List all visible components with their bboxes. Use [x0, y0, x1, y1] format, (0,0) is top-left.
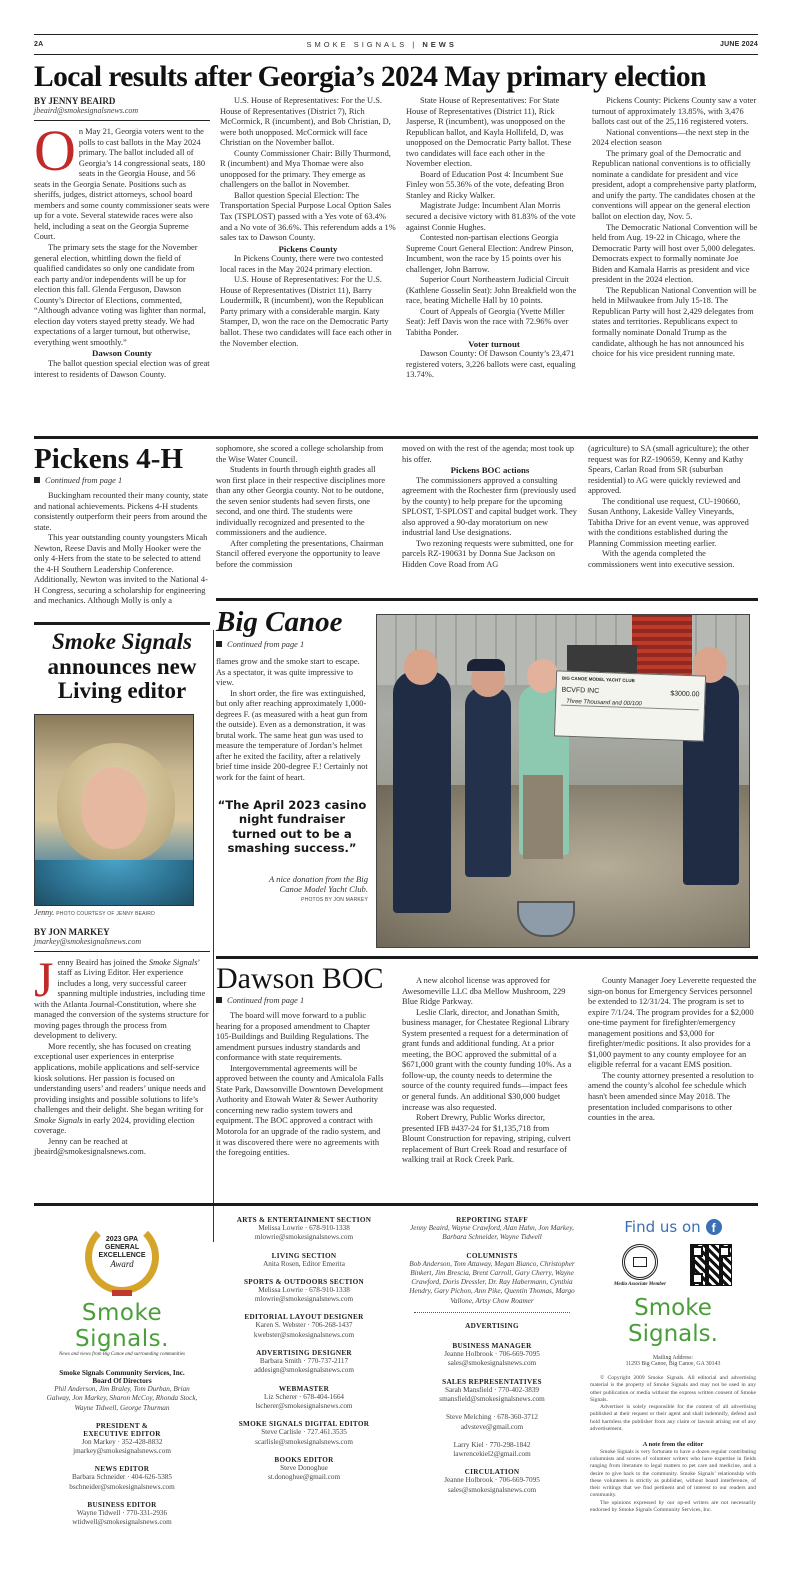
staff-email[interactable]: mlowrie@smokesignalsnews.com — [254, 1233, 354, 1242]
paragraph: Magistrate Judge: Incumbent Alan Morris secured a decisive victory with 81.83% of the vote against Connie Hughes. — [406, 201, 576, 232]
staff-line: Steve Donoghue — [280, 1463, 328, 1472]
masthead-col-2 — [216, 1210, 392, 1482]
cap — [467, 659, 505, 671]
paragraph: Robert Drewry, Public Works director, presented IFB #437-24 for $1,135,718 from Blount Construction for repaving, striping, culvert replacement of Burt Creek Road and resurface of walking trail at Rock Creek Park. — [402, 1113, 571, 1165]
firefighter-2 — [465, 687, 511, 877]
award-text — [85, 1236, 159, 1268]
photo-caption: A nice donation from the Big Canoe Model Yacht Club. — [268, 873, 368, 895]
paragraph: Ballot question Special Election: The Transportation Special Purpose Local Option Sales Tax (TSPLOST) passed with a Yes vote of 63.4% and a No vote of 36.6%. This referendum adds a 1% sales tax to Dawson County. — [220, 190, 396, 243]
staff-email[interactable]: smansfield@smokesignalsnews.com — [439, 1394, 545, 1403]
paragraph: The commissioners approved a consulting agreement with the Rochester firm (previously used by the county) to help prepare for the upcoming SPLOST, T-SPLOST and capital budget work. They also approved a 90-day moratorium on new industrial land Use designations. — [402, 475, 577, 538]
staff-title: EDITORIAL LAYOUT DESIGNER — [244, 1313, 364, 1322]
pickens-4h-title: Pickens 4-H — [34, 443, 184, 475]
section-divider — [216, 956, 758, 959]
paragraph: Leslie Clark, director, and Jonathan Smith, business manager, for Chestatee Regional Library System presented a request for a determination of grant funds and additional funding. At a prior meeting, the BOC approved the submittal of a $671,000 grant with the county funding 10%. As a follow-up, the county needs to determine the source of the county required funds—impact fees or general funds. An additional $30,000 budget increase was also requested. — [402, 1007, 572, 1112]
editor-photo — [34, 714, 194, 906]
staff-title: SPORTS & OUTDOORS SECTION — [243, 1277, 365, 1286]
paragraph: The primary goal of the Democratic and Republican national conventions is to officially nominate a candidate for president and vice president, adopt a comprehensive party platform, and unify the party. The candidates chosen at the conventions will appear on the general election ballot on election day, Nov. 5. — [592, 148, 757, 222]
subhead-pickens: Pickens County — [278, 243, 338, 254]
staff-line: Barbara Smith · 770-737-2117 — [259, 1357, 349, 1366]
copyright: © Copyright 2009 Smoke Signals. All editorial and advertising material is the property of Smoke Signals and may not be used in any other publication or media without the express written consent of Smoke Signals. — [590, 1375, 756, 1403]
election-col-4 — [592, 96, 758, 360]
paragraph: The Republican National Convention will be held in Milwaukee from July 15-18. The Republican Party will host 2,429 delegates from states and territories. Republicans expect to formally nominate Donald Trump as the candidate, although he has not announced his choice for his vice president running mate. — [592, 285, 757, 359]
masthead-col-4 — [588, 1210, 758, 1514]
tagline: News and views from Big Canoe and surrounding communities — [58, 1352, 185, 1357]
staff-title: ADVERTISING DESIGNER — [256, 1349, 352, 1358]
election-col-3 — [406, 96, 582, 381]
staff-email[interactable]: mlowrie@smokesignalsnews.com — [254, 1295, 354, 1304]
khaki-pants — [523, 775, 563, 859]
paragraph: The county attorney presented a resolution to amend the county’s alcohol fee schedule which hasn't been amended since May 2018. The presentation included comparisons to other counties in the area. — [588, 1070, 754, 1123]
byline-email[interactable]: jmarkey@smokesignalsnews.com — [34, 937, 210, 952]
photo-credit: PHOTO COURTESY OF JENNY BEAIRD — [56, 910, 155, 917]
paragraph: County Manager Joey Leverette requested the sign-on bonus for Emergency Services personnel be extended to 12/31/24. The program is set to expire 7/1/24. The program provides for a $2,000 one-time payment for firefighter/emergency management positions and $3,000 for firefighter/medic positions. It also provides for a $1,000 payment to any county employee for an eligible referral for a vacant EMS position. — [588, 976, 757, 1070]
paragraph: In Pickens County, there were two contested local races in the May 2024 primary election. — [220, 254, 384, 274]
paragraph: The ballot question special election was of great interest to residents of Dawson County. — [34, 359, 210, 379]
staff-email[interactable]: lscherer@smokesignalsnews.com — [255, 1401, 353, 1410]
head-1 — [404, 649, 438, 685]
staff-line: Larry Kiel · 770-298-1842 — [453, 1440, 531, 1449]
paragraph: State House of Representatives: For State House of Representatives (District 11), Rick Jasperse, R (incumbent), was unopposed on the Republican ballot, and Kayla Hollifeld, D, was unopposed on the Democratic Party ballot. These two candidates will face each other in the November election. — [406, 96, 572, 169]
continued-note — [34, 476, 210, 485]
editor-note: Smoke Signals is very fortunate to have a dozen regular contributing columnists and scores of volunteer writers who have expertise in fields ranging from literature to legal matters to pet care and medicine, and a desire to give back to the community. Smoke Signals’ relationship with these volunteers is strictly as publisher, without board interference, of their writings that we find pertinent and of interest to our readers and community. — [590, 1448, 756, 1499]
staff-line: Barbara Schneider · 404-626-5385 — [72, 1473, 172, 1482]
gpa-badge — [614, 1244, 666, 1287]
square-bullet-icon — [216, 997, 222, 1003]
paragraph: (agriculture) to SA (small agriculture); the other request was for RZ-190659, Kenny and Kathy Spears, Carlan Road from SR (suburban residential) to AG were quickly reviewed and approved. — [588, 444, 749, 496]
divider: | — [412, 40, 418, 49]
section-divider — [34, 622, 210, 625]
election-col-2 — [220, 96, 396, 349]
title-rest: announces new Living editor — [47, 653, 197, 703]
byline-email[interactable]: jbeaird@smokesignalsnews.com — [34, 106, 210, 121]
paragraph: Intergovernmental agreements will be approved between the county and Amicalola Falls State Park, Dawsonville Downtown Development Authority and Etowah Water & Sewer Authority concerning new radio system towers and equipment. The BOC approved a contract with Motorola for an upgrade of the radio system, and it was discovered there were no agreements with the foregoing entities. — [216, 1063, 384, 1158]
staff-line: Sarah Mansfield · 770-402-3839 — [444, 1385, 540, 1394]
big-canoe-title: Big Canoe — [216, 606, 343, 638]
staff-title: PRESIDENT & EXECUTIVE EDITOR — [83, 1421, 161, 1438]
staff-email[interactable]: sales@smokesignalsnews.com — [447, 1359, 537, 1368]
logo: Smoke Signals. — [75, 1300, 169, 1352]
staff-title: LIVING SECTION — [271, 1251, 337, 1260]
donation-photo — [376, 614, 750, 948]
award-badge — [85, 1220, 159, 1300]
section-divider — [34, 436, 758, 439]
staff-line: Jeanne Holbrook · 706-669-7095 — [444, 1350, 540, 1359]
paragraph: flames grow and the smoke start to escape. As a spectator, it was quite impressive to view. — [216, 657, 360, 688]
staff-title: SALES REPRESENTATIVES — [442, 1377, 542, 1386]
seal-building-icon — [633, 1257, 647, 1267]
newspaper-page — [34, 34, 758, 1527]
paragraph: U.S. House of Representatives: For the U.S. House of Representatives (District 7), Rich McCormick, R (incumbent), and Bob Christian, D, were both unopposed. McCormick will face Christian on the November ballot. — [220, 96, 391, 148]
paragraph: n May 21, Georgia voters went to the polls to cast ballots in the May 2024 primary. The ballot included all of Georgia’s 14 congressional seats, 180 seats in the Georgia House, and 56 seats in the Georgia Senate. Positions such as sheriffs, judges, district attorneys, school board members and some county commissioner seats were up for a vote. Several statewide races were also held, including a seat on the Georgia Supreme Court. — [34, 127, 210, 242]
staff-line: Steve Carlisle · 727.461.3535 — [261, 1428, 347, 1437]
text: in early 2024, providing election coverage. — [34, 1115, 195, 1136]
qr-finder — [692, 1273, 703, 1284]
staff-title: BUSINESS MANAGER — [452, 1342, 532, 1351]
title-italic: Smoke Signals — [52, 629, 192, 654]
staff-email[interactable]: wtidwell@smokesignalsnews.com — [72, 1518, 172, 1527]
paragraph: Court of Appeals of Georgia (Yvette Miller Seat): Jeff Davis won the race with 72.96% over Tabitha Ponder. — [406, 306, 569, 338]
text: ’ staff as Living Editor. Her experience includes a long, very successful career spanning multiple industries, including time with the Atlanta Journal-Constitution, where she managed the conversion of the systems structure for moving pages through the process from development to delivery. — [34, 957, 209, 1041]
masthead-col-3 — [404, 1210, 580, 1495]
dawson-boc-article — [216, 964, 758, 1224]
living-editor-article — [34, 630, 210, 1158]
paragraph: The conditional use request, CU-190660, Susan Anthony, Lakeside Valley Vineyards, Tabitha Drive for an event venue, was approved with the conditions established during the Planning Commission meeting earlier. — [588, 496, 749, 548]
drop-cap: O — [34, 118, 76, 183]
text: enny Beaird has joined the — [57, 957, 149, 967]
caption-text: Jenny. — [34, 907, 55, 917]
columnists-list: Bob Anderson, Tom Attaway, Megan Bianco, Christopher Binkert, Jim Brescia, Brent Carroll, Gary Cherry, Wayne Crawford, Doris Dressler, Dr. Ray Habermann, Cynthia Hendry, Gary Pichon, Ann Pike, Quentin Thomas, Margo Vallone, Artsy Chow Roamer — [409, 1259, 575, 1305]
subhead-turnout: Voter turnout — [468, 338, 520, 349]
column-rule — [213, 630, 214, 1242]
award-line: 2023 GPA — [105, 1236, 139, 1243]
paragraph: The Democratic National Convention will be held from Aug. 19-22 in Chicago, where the Democratic Party will host over 5,000 delegates. Democrats expect to formally nominate Joe Biden and Kamala Harris as president and vice president in the 2024 election. — [592, 222, 758, 285]
continued-text: Continued from page 1 — [227, 640, 305, 649]
paragraph: Superior Court Northeastern Judicial Circuit (Kathlene Gosselin Seat): John Breakfield won the race, beating Michelle Hall by 10 points. — [406, 275, 577, 306]
subhead-boc: Pickens BOC actions — [450, 465, 530, 476]
advertiser-notice: Advertiser is solely responsible for the content of all advertising published at their request or their agent and shall indemnify, defend and hold harmless the publisher from any claim or lawsuit arising out of any advertisement. — [590, 1404, 756, 1433]
staff-title: BUSINESS EDITOR — [87, 1501, 157, 1510]
badge-row — [588, 1244, 758, 1287]
drop-cap: J — [34, 950, 54, 1007]
election-article — [34, 96, 758, 464]
photo-caption — [34, 908, 210, 917]
continued-text: Continued from page 1 — [45, 476, 123, 485]
section-divider — [216, 598, 758, 601]
text-italic: Smoke Signals — [148, 957, 198, 967]
shirt-shape — [35, 860, 194, 906]
byline: BY JON MARKEY — [34, 926, 110, 937]
paragraph: The board will move forward to a public hearing for a proposed amendment to Chapter 105-Buildings and Building Regulations. The amendment pursues industry standards and conformance with state requirements. — [216, 1011, 370, 1063]
staff-email[interactable]: addesign@smokesignalsnews.com — [254, 1366, 354, 1375]
paragraph: This year outstanding county youngsters Micah Newton, Reese Davis and Molly Hooker were the only 4-Hers from the state to be selected to attend the 4-H Southern Leadership Conference. Additionally, Newton was invited to the National 4-H Congress, securing a scholarship for engineering and mechanics. Although Molly is only a — [34, 533, 208, 606]
continued-text: Continued from page 1 — [227, 996, 305, 1005]
check-words: Three Thousand and 00/100 — [561, 694, 699, 711]
staff-title: BOOKS EDITOR — [274, 1455, 334, 1464]
staff-email[interactable]: st.donoghue@gmail.com — [267, 1473, 341, 1482]
subhead-dawson: Dawson County — [92, 348, 152, 359]
qr-code-icon[interactable] — [690, 1244, 732, 1286]
face-shape — [81, 767, 147, 849]
staff-email[interactable]: bschneider@smokesignalsnews.com — [69, 1482, 175, 1491]
staff-line: Jeanne Holbrook · 706-669-7095 — [444, 1476, 540, 1485]
section-label — [307, 40, 457, 49]
staff-line: Melissa Lowrie · 678-910-1338 — [258, 1224, 350, 1232]
square-bullet-icon — [216, 641, 222, 647]
staff-email[interactable]: scarlisle@smokesignalsnews.com — [255, 1437, 353, 1446]
board-label: Board Of Directors — [92, 1377, 152, 1385]
paragraph: Contested non-partisan elections Georgia Supreme Court General Election: Andrew Pinson, Incumbent, won the race by 15 points over his challenger, John Barrow. — [406, 233, 574, 274]
text-italic: Smoke Signals — [34, 1115, 83, 1125]
text: More recently, she has focused on creating exceptional user experiences in enterprise applications, mobile applications and self-service kiosk solutions. Her passion is focused on understanding users’ and readers’ unique needs and providing insights and possible solutions to life’s challenges and their delight. She began writing for — [34, 1041, 206, 1115]
paragraph: After completing the presentations, Chairman Stancil offered everyone the opportunity to leave before the commission — [216, 538, 384, 570]
staff-line: Karen S. Webster · 706-268-1437 — [255, 1321, 353, 1330]
paragraph: Students in fourth through eighth grades all won first place in their respective disciplines more than any other Georgia county. Not to be outdone, the seven senior students had seven firsts, one second, and one third. The students were individually recognized and presented to the commissioners and the audience. — [216, 465, 386, 538]
logo: Smoke Signals. — [628, 1295, 718, 1347]
issue-date: JUNE 2024 — [720, 41, 758, 48]
paragraph: A new alcohol license was approved for Awesomeville LLC dba Mellow Mushroom, 229 Blue Ridge Parkway. — [402, 976, 566, 1007]
red-stairs — [632, 615, 692, 677]
pickens-4h-article — [34, 443, 758, 606]
staff-title: SMOKE SIGNALS DIGITAL EDITOR — [238, 1420, 370, 1429]
dawson-boc-title: Dawson BOC — [216, 962, 384, 995]
facebook-label: Find us on — [624, 1218, 701, 1236]
staff-title: CIRCULATION — [464, 1468, 520, 1477]
paragraph: Pickens County: Pickens County saw a voter turnout of approximately 13.85%, with 3,476 ballots cast out of the 25,116 registered voters. — [592, 96, 757, 127]
company-name: Smoke Signals Community Services, Inc. — [59, 1369, 185, 1377]
firefighter-1 — [393, 671, 451, 913]
award-line: EXCELLENCE — [98, 1252, 146, 1259]
editor-note-title: A note from the editor — [642, 1441, 704, 1449]
election-col-1 — [34, 96, 210, 380]
big-check — [554, 670, 706, 741]
paragraph: sophomore, she scored a college scholarship from the Wise Water Council. — [216, 444, 384, 464]
legal-text — [588, 1375, 758, 1514]
byline: BY JENNY BEAIRD — [34, 96, 116, 106]
election-text-1 — [34, 118, 210, 380]
staff-email[interactable]: jmarkey@smokesignalsnews.com — [73, 1447, 171, 1456]
board-list: Phil Anderson, Jim Braley, Tom Durban, Brian Galway, Jon Markey, Sharon McCoy, Rhonda Stock, Wayne Tidwell, George Thurman — [46, 1385, 198, 1412]
staff-line: Anita Rosen, Editor Emerita — [263, 1259, 345, 1268]
paper-name: SMOKE SIGNALS — [306, 40, 408, 49]
page-number: 2A — [34, 41, 44, 48]
qr-finder — [719, 1246, 730, 1257]
staff-email[interactable]: lawrencekiel2@gmail.com — [453, 1450, 531, 1459]
ribbon-icon — [112, 1290, 132, 1296]
mailing-address: 11293 Big Canoe, Big Canoe, GA 30143 — [625, 1361, 721, 1367]
check-header: BIG CANOE MODEL YACHT CLUB — [561, 675, 635, 684]
mailing-label: Mailing Address: — [652, 1355, 694, 1361]
staff-line: Jon Markey · 352-428-8832 — [81, 1437, 163, 1446]
square-bullet-icon — [34, 477, 40, 483]
continued-note — [216, 996, 386, 1005]
gpa-label: Media Associate Member — [613, 1282, 667, 1287]
paragraph: National conventions—the next step in the 2024 election season — [592, 127, 750, 148]
paragraph: Jenny can be reached at jbeaird@smokesignalsnews.com. — [34, 1136, 146, 1157]
staff-email[interactable]: advsteve@gmail.com — [460, 1422, 524, 1431]
staff-title: COLUMNISTS — [466, 1251, 518, 1260]
opinions-disclaimer: The opinions expressed by our op-ed writers are not necessarily endorsed by Smoke Signals Community Services, Inc. — [590, 1499, 756, 1514]
election-headline: Local results after Georgia’s 2024 May primary election — [34, 61, 706, 93]
georgia-press-seal-icon — [622, 1244, 658, 1280]
paragraph: The primary sets the stage for the November general election, whittling down the field of qualified candidates so only one candidate from each party and/or independents will be up for election this fall. Glenda Ferguson, Dawson County’s Director of Elections, commented, “Although advance voting was lighter than normal, election day voters stayed pretty steady. We had expectations of a larger turnout, but otherwise, everything went smoothly.” — [34, 243, 206, 347]
paragraph: Two rezoning requests were submitted, one for parcels RZ-190631 by Donna Sue Jackson on Hidden Cove Road from AG — [402, 538, 574, 570]
facebook-icon: f — [706, 1219, 722, 1235]
head-3 — [527, 659, 559, 693]
folio-bar — [34, 34, 758, 55]
paragraph: Dawson County: Of Dawson County’s 23,471 registered voters, 3,226 ballots were cast, equaling 13.74%. — [406, 349, 576, 380]
masthead-col-1 — [34, 1210, 210, 1528]
staff-title: ADVERTISING — [465, 1322, 519, 1331]
paragraph: moved on with the rest of the agenda; most took up his offer. — [402, 444, 575, 464]
paragraph: Buckingham recounted their many county, state and national achievements. Pickens 4-H students consistently outperform their peers from around the state. — [34, 491, 208, 532]
staff-masthead — [34, 1210, 758, 1550]
paragraph: Board of Education Post 4: Incumbent Sue Finley won 55.36% of the vote, defeating Bron Stanley and Ricky Walker. — [406, 169, 564, 200]
paragraph: In short order, the fire was extinguished, but only after reaching approximately 1,000-degrees F. (as measured with a heat gun from the outside). Even as a demonstration, it was brutal work. The same heat gun was used to measure the temperature of Jordan’s helmet after he exited the facility, after a relatively brief time inside 200-degree F.! Certainly not work for the faint of heart. — [216, 688, 368, 783]
paragraph: County Commissioner Chair: Billy Thurmond, R (incumbent) and Mya Thomae were also unopposed for the primary. They emerge as challengers on the ballot in November. — [220, 148, 391, 190]
facebook-link[interactable] — [588, 1218, 758, 1236]
paragraph: U.S. House of Representatives: For the U.S. House of Representatives (District 11), Barry Loudermilk, R (incumbent), won the Republican Party primary with a considerable margin. Katy Stamper, D, won the race on the Democratic Party ballot. These two candidates will face each other in the November election. — [220, 275, 392, 348]
living-editor-title — [34, 630, 210, 704]
award-line: Award — [110, 1259, 134, 1269]
staff-email[interactable]: kwebster@smokesignalsnews.com — [253, 1330, 355, 1339]
staff-line: Liz Scherer · 678-404-1664 — [263, 1392, 345, 1401]
staff-title: ARTS & ENTERTAINMENT SECTION — [236, 1216, 372, 1224]
pull-quote: “The April 2023 casino night fundraiser turned out to be a smashing success.” — [217, 797, 367, 856]
paragraph: With the agenda completed the commissioners went into executive session. — [588, 549, 735, 570]
staff-line: Wayne Tidwell · 770-331-2936 — [76, 1509, 168, 1518]
photo-credit: PHOTOS BY JON MARKEY — [301, 896, 368, 903]
check-amount: $3000.00 — [670, 690, 700, 699]
section-name: NEWS — [422, 40, 457, 49]
staff-title: NEWS EDITOR — [94, 1465, 150, 1474]
staff-line: Melissa Lowrie · 678-910-1338 — [258, 1285, 350, 1294]
award-line: GENERAL — [104, 1244, 140, 1251]
dotted-divider — [414, 1312, 570, 1313]
staff-email[interactable]: sales@smokesignalsnews.com — [447, 1485, 537, 1494]
big-canoe-article — [216, 606, 758, 948]
qr-finder — [692, 1246, 703, 1257]
staff-line: Steve Melching · 678-360-3712 — [445, 1413, 539, 1422]
section-divider — [34, 1203, 758, 1206]
continued-note — [216, 640, 368, 649]
staff-title: WEBMASTER — [278, 1384, 330, 1393]
staff-title: REPORTING STAFF — [456, 1216, 528, 1224]
reporting-list: Jenny Beaird, Wayne Crawford, Alan Hahn, Jon Markey, Barbara Schneider, Wayne Tidwell — [410, 1224, 574, 1242]
check-payee: BCVFD INC — [561, 686, 600, 695]
